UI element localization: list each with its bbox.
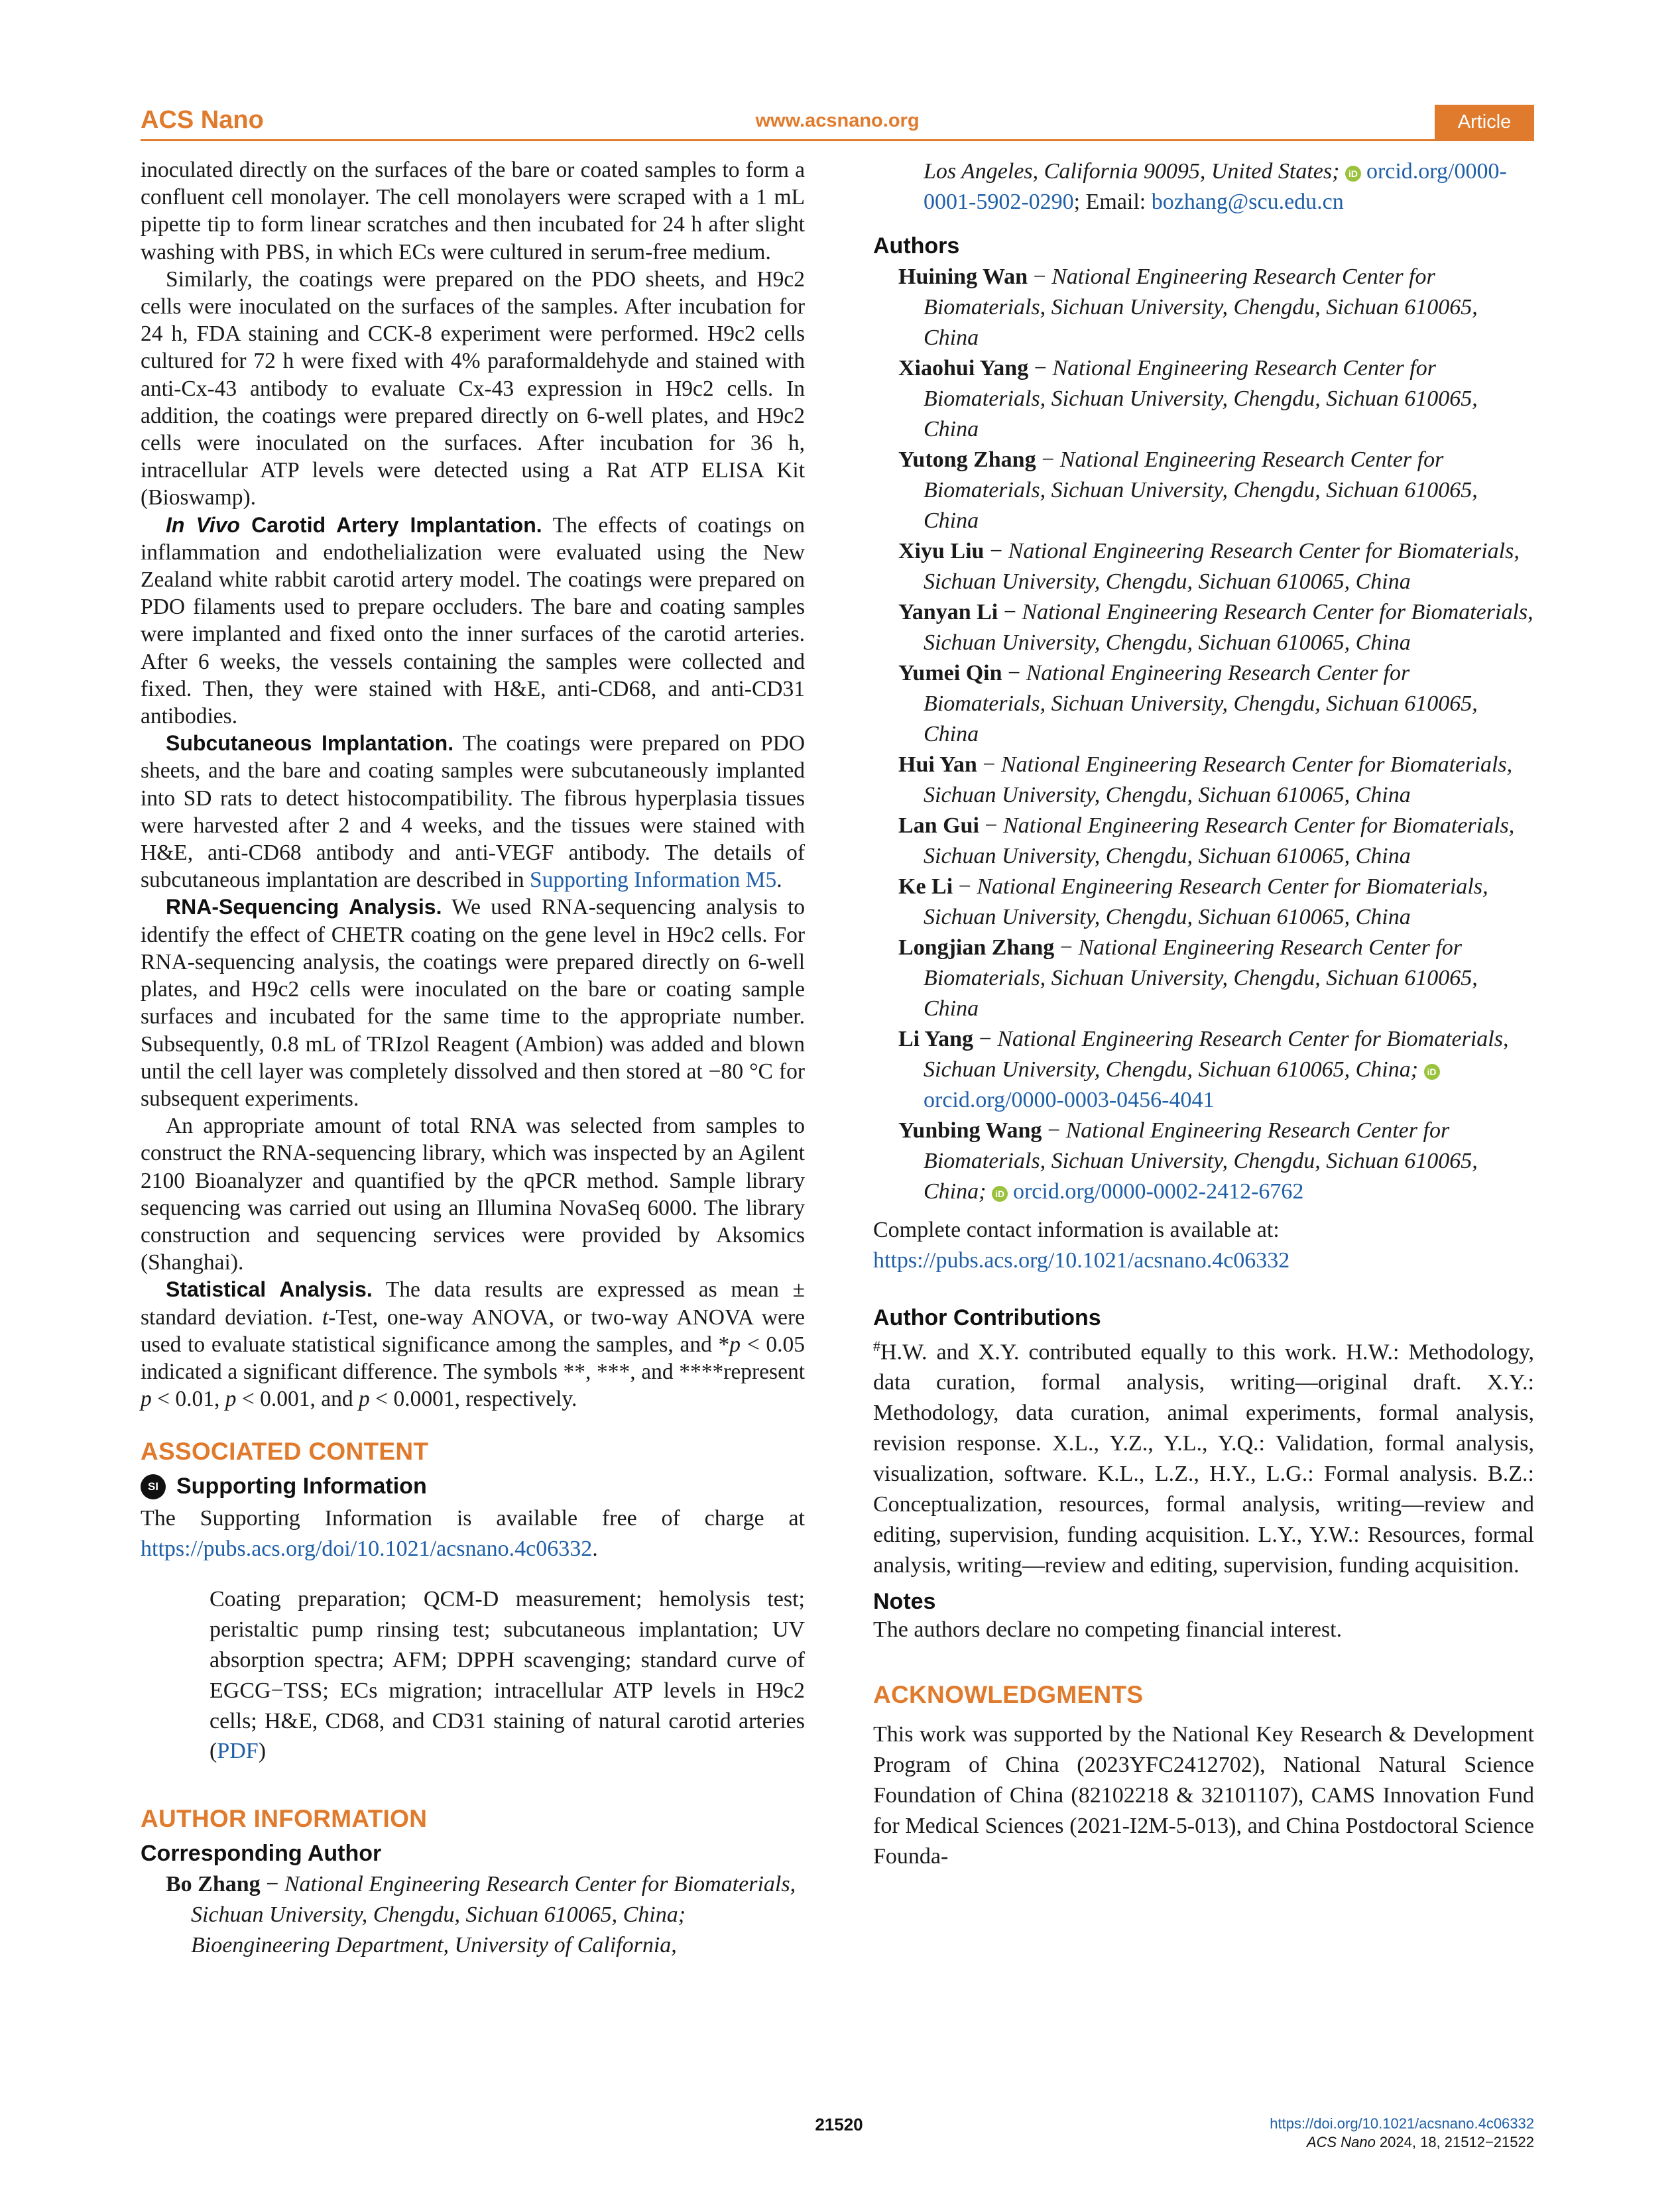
- article-type-badge: Article: [1435, 105, 1534, 139]
- supporting-info-list: [210, 1584, 805, 1767]
- paragraph-h9c2: Similarly, the coatings were prepared on the PDO sheets, and H9c2 cells were inoculated on the surfaces of the samples. After incubation for 24 h, FDA staining and CCK-8 experiment were performed. H9c2 cells cultured for 72 h were fixed with 4% paraformaldehyde and stained with anti-Cx-43 antibody to evaluate Cx-43 expression in H9c2 cells. In addition, the coatings were prepared directly on 6-well plates, and H9c2 cells were inoculated on the surfaces. After incubation for 36 h, intracellular ATP levels were detected using a Rat ATP ELISA Kit (Bioswamp).: [141, 266, 805, 510]
- notes-heading: Notes: [873, 1589, 936, 1615]
- orcid-icon: iD: [1424, 1064, 1440, 1080]
- supporting-info-list-end: ): [258, 1739, 267, 1764]
- paragraph-in-vivo: [141, 512, 805, 730]
- acknowledgments-heading: ACKNOWLEDGMENTS: [873, 1681, 1144, 1709]
- statistics-lead: Statistical Analysis.: [166, 1277, 373, 1302]
- citation-journal: ACS Nano: [1306, 2134, 1376, 2150]
- orcid-icon: iD: [1345, 166, 1361, 182]
- author-entry: Xiaohui Yang − National Engineering Research Center for Biomaterials, Sichuan University, Chengdu, Sichuan 610065, China: [898, 356, 1478, 441]
- statistics-text-e: < 0.001, and: [236, 1387, 359, 1412]
- p-symbol: p: [359, 1387, 370, 1412]
- statistics-text-c: < 0.05 indicated a significant difference. The symbols **, ***, and ****represent: [141, 1332, 805, 1384]
- left-column: [141, 156, 805, 1961]
- equal-contribution-mark: #: [873, 1338, 880, 1354]
- email-link[interactable]: bozhang@scu.edu.cn: [1151, 190, 1344, 214]
- journal-site-link[interactable]: www.acsnano.org: [755, 110, 920, 131]
- author-affiliation: National Engineering Research Center for Biomaterials, Sichuan University, Chengdu, Sichuan 610065, China;: [924, 1027, 1509, 1082]
- statistics-text-f: < 0.0001, respectively.: [369, 1387, 577, 1412]
- contact-url-link[interactable]: https://pubs.acs.org/10.1021/acsnano.4c06332: [873, 1248, 1290, 1273]
- paragraph-subcutaneous: [141, 730, 805, 894]
- orcid-link[interactable]: orcid.org/0000-0003-0456-4041: [924, 1088, 1215, 1112]
- statistics-text-b: -Test, one-way ANOVA, or two-way ANOVA were used to evaluate statistical significance among the samples, and *: [141, 1305, 805, 1357]
- author-contributions-text: [873, 1331, 1534, 1581]
- name-separator: −: [260, 1872, 284, 1897]
- supporting-info-icon: SI: [141, 1474, 166, 1499]
- corresponding-author-entry: [141, 1869, 805, 1961]
- journal-citation: [1270, 2133, 1534, 2152]
- email-label: ; Email:: [1073, 190, 1152, 214]
- author-name: Li Yang: [898, 1027, 974, 1051]
- corresponding-author-continued: [873, 156, 1534, 217]
- corresponding-affiliation-continued: Los Angeles, California 90095, United States;: [924, 159, 1345, 184]
- supporting-info-row: [141, 1474, 805, 1499]
- author-entry: Lan Gui − National Engineering Research Center for Biomaterials, Sichuan University, Chengdu, Sichuan 610065, China: [898, 813, 1515, 868]
- authors-heading: Authors: [873, 233, 960, 259]
- in-vivo-text: The effects of coatings on inflammation and endothelialization were evaluated using the New Zealand white rabbit carotid artery model. The coatings were prepared on PDO filaments used to prepare occluders. The bare and coating samples were implanted and fixed onto the inner surfaces of the carotid arteries. After 6 weeks, the vessels containing the samples were collected and fixed. Then, they were stained with H&E, anti-CD68, and anti-CD31 antibodies.: [141, 512, 806, 729]
- author-affiliation: National Engineering Research Center for Biomaterials, Sichuan University, Chengdu, Sichuan 610065, China: [924, 813, 1515, 868]
- paragraph-library: An appropriate amount of total RNA was selected from samples to construct the RNA-sequencing library, which was inspected by an Agilent 2100 Bioanalyzer and quantified by the qPCR method. Sample library sequencing was carried out using an Illumina NovaSeq 6000. The library construction and sequencing services were provided by Aksomics (Shanghai).: [141, 1114, 805, 1275]
- author-name: Huining Wan: [898, 264, 1028, 289]
- running-header: [141, 105, 1534, 141]
- t-symbol: t: [322, 1305, 329, 1330]
- orcid-link[interactable]: orcid.org/0000-0001-5902-0290: [924, 159, 1507, 214]
- author-affiliation: National Engineering Research Center for Biomaterials, Sichuan University, Chengdu, Sichuan 610065, China: [924, 539, 1520, 594]
- author-entry: Huining Wan − National Engineering Research Center for Biomaterials, Sichuan University, Chengdu, Sichuan 610065, China: [898, 264, 1478, 350]
- rna-seq-lead: RNA-Sequencing Analysis.: [166, 895, 442, 919]
- author-contributions-heading: Author Contributions: [873, 1305, 1101, 1330]
- author-entry: Yanyan Li − National Engineering Research Center for Biomaterials, Sichuan University, Chengdu, Sichuan 610065, China: [898, 600, 1533, 655]
- right-column: [873, 156, 1534, 1872]
- author-entry: Yutong Zhang − National Engineering Research Center for Biomaterials, Sichuan University, Chengdu, Sichuan 610065, China: [898, 447, 1478, 533]
- subcutaneous-lead: Subcutaneous Implantation.: [166, 731, 454, 756]
- author-name: Longjian Zhang: [898, 935, 1055, 960]
- author-name: Ke Li: [898, 874, 953, 899]
- acknowledgments-text: This work was supported by the National Key Research & Development Program of China (2023YFC2412702), National Natural Science Foundation of China (82102218 & 32101107), CAMS Innovation Fund for Medical Sciences (2021-I2M-5-013), and China Postdoctoral Science Founda-: [873, 1722, 1534, 1869]
- statistics-text-d: < 0.01,: [151, 1387, 225, 1412]
- author-name: Yunbing Wang: [898, 1118, 1042, 1143]
- orcid-link[interactable]: orcid.org/0000-0002-2412-6762: [1012, 1179, 1304, 1204]
- citation-footer: [1270, 2115, 1534, 2152]
- author-information-heading: AUTHOR INFORMATION: [141, 1805, 428, 1833]
- corresponding-author-heading: Corresponding Author: [141, 1841, 382, 1867]
- author-list: [873, 262, 1534, 1207]
- author-entry: Hui Yan − National Engineering Research Center for Biomaterials, Sichuan University, Chengdu, Sichuan 610065, China: [898, 752, 1513, 807]
- notes-text: The authors declare no competing financial interest.: [873, 1617, 1343, 1643]
- paragraph-scratch-assay: inoculated directly on the surfaces of the bare or coated samples to form a confluent cell monolayer. The cell monolayers were scraped with a 1 mL pipette tip to form linear scratches and then incubated for 24 h after slight washing with PBS, in which ECs were cultured in serum-free medium.: [141, 158, 805, 264]
- author-affiliation: National Engineering Research Center for Biomaterials, Sichuan University, Chengdu, Sichuan 610065, China: [924, 264, 1478, 350]
- supporting-info-heading: Supporting Information: [176, 1474, 427, 1499]
- author-affiliation: National Engineering Research Center for Biomaterials, Sichuan University, Chengdu, Sichuan 610065, China: [924, 935, 1478, 1021]
- author-entry: Li Yang − National Engineering Research Center for Biomaterials, Sichuan University, Chengdu, Sichuan 610065, China; iDorcid.org/0000-0003-0456-4041: [898, 1027, 1509, 1112]
- author-entry: Ke Li − National Engineering Research Center for Biomaterials, Sichuan University, Chengdu, Sichuan 610065, China: [898, 874, 1488, 929]
- p-symbol: p: [225, 1387, 237, 1412]
- author-name: Xiaohui Yang: [898, 356, 1029, 380]
- author-name: Lan Gui: [898, 813, 979, 838]
- author-name: Hui Yan: [898, 752, 977, 777]
- author-affiliation: National Engineering Research Center for Biomaterials, Sichuan University, Chengdu, Sichuan 610065, China: [924, 600, 1533, 655]
- author-contributions-body: H.W. and X.Y. contributed equally to this work. H.W.: Methodology, data curation, formal analysis, writing—original draft. X.Y.: Methodology, data curation, animal experiments, formal analysis, revision response. X.L., Y.Z., Y.L., Y.Q.: Validation, formal analysis, visualization, software. K.L., L.Z., H.Y., L.G.: Formal analysis. B.Z.: Conceptualization, resources, formal analysis, writing—review and editing, supervision, funding acquisition. L.Y., Y.W.: Resources, formal analysis, writing—review and editing, supervision, funding acquisition.: [873, 1340, 1534, 1578]
- statistics-text-a: The data results are expressed as mean ± standard deviation.: [141, 1277, 805, 1330]
- supporting-info-intro-text: The Supporting Information is available free of charge at: [141, 1506, 805, 1531]
- orcid-icon: iD: [992, 1186, 1008, 1202]
- author-affiliation: National Engineering Research Center for Biomaterials, Sichuan University, Chengdu, Sichuan 610065, China: [924, 661, 1478, 746]
- author-name: Xiyu Liu: [898, 539, 985, 563]
- contact-info-text: Complete contact information is available at:: [873, 1218, 1280, 1242]
- p-symbol: p: [141, 1387, 152, 1412]
- paragraph-rna-seq: [141, 894, 805, 1112]
- author-entry: Yunbing Wang − National Engineering Research Center for Biomaterials, Sichuan University, Chengdu, Sichuan 610065, China; iD orcid.org/0000-0002-2412-6762: [898, 1118, 1478, 1204]
- author-name: Yumei Qin: [898, 661, 1002, 685]
- citation-volume: 2024, 18, 21512−21522: [1375, 2134, 1534, 2150]
- pdf-link[interactable]: PDF: [217, 1739, 259, 1764]
- author-name: Yutong Zhang: [898, 447, 1036, 472]
- subcutaneous-text: The coatings were prepared on PDO sheets, and the bare and coating samples were subcutaneously implanted into SD rats to detect histocompatibility. The fibrous hyperplasia tissues were harvested after 2 and 4 weeks, and the tissues were stained with H&E, anti-CD68 antibody and anti-VEGF antibody. The details of subcutaneous implantation are described in: [141, 731, 806, 893]
- rna-seq-text: We used RNA-sequencing analysis to identify the effect of CHETR coating on the gene level in H9c2 cells. For RNA-sequencing analysis, the coatings were prepared directly on 6-well plates, and H9c2 cells were inoculated on the bare or coating sample surfaces and incubated for the same time to the appropriate number. Subsequently, 0.8 mL of TRIzol Reagent (Ambion) was added and blown until the cell layer was completely dissolved and then stored at −80 °C for subsequent experiments.: [141, 895, 805, 1111]
- supporting-info-url-link[interactable]: https://pubs.acs.org/doi/10.1021/acsnano.4c06332: [141, 1537, 593, 1562]
- author-affiliation: National Engineering Research Center for Biomaterials, Sichuan University, Chengdu, Sichuan 610065, China: [924, 752, 1513, 807]
- corresponding-author-affiliation: National Engineering Research Center for Biomaterials, Sichuan University, Chengdu, Sichuan 610065, China; Bioengineering Department, University of California,: [191, 1872, 796, 1958]
- supporting-info-m5-link[interactable]: Supporting Information M5: [530, 868, 777, 893]
- author-affiliation: National Engineering Research Center for Biomaterials, Sichuan University, Chengdu, Sichuan 610065, China: [924, 447, 1478, 533]
- paragraph-statistics: [141, 1276, 805, 1413]
- author-affiliation: National Engineering Research Center for Biomaterials, Sichuan University, Chengdu, Sichuan 610065, China: [924, 356, 1478, 441]
- supporting-info-intro: [141, 1503, 805, 1564]
- contact-info: [873, 1215, 1534, 1276]
- author-entry: Xiyu Liu − National Engineering Research Center for Biomaterials, Sichuan University, Chengdu, Sichuan 610065, China: [898, 539, 1520, 594]
- author-affiliation: National Engineering Research Center for Biomaterials, Sichuan University, Chengdu, Sichuan 610065, China: [924, 874, 1488, 929]
- author-entry: Longjian Zhang − National Engineering Research Center for Biomaterials, Sichuan University, Chengdu, Sichuan 610065, China: [898, 935, 1478, 1021]
- associated-content-heading: ASSOCIATED CONTENT: [141, 1438, 429, 1466]
- journal-name: ACS Nano: [141, 106, 264, 134]
- subcutaneous-end: .: [776, 868, 782, 893]
- in-vivo-lead: Carotid Artery Implantation.: [239, 512, 542, 537]
- supporting-info-list-text: Coating preparation; QCM-D measurement; hemolysis test; peristaltic pump rinsing test; subcutaneous implantation; UV absorption spectra; AFM; DPPH scavenging; standard curve of EGCG−TSS; ECs migration; intracellular ATP levels in H9c2 cells; H&E, CD68, and CD31 staining of natural carotid arteries (: [210, 1587, 805, 1764]
- supporting-info-period: .: [592, 1537, 598, 1562]
- author-entry: Yumei Qin − National Engineering Research Center for Biomaterials, Sichuan University, Chengdu, Sichuan 610065, China: [898, 661, 1478, 746]
- page-number: 21520: [815, 2115, 863, 2134]
- in-vivo-lead-italic: In Vivo: [166, 512, 240, 537]
- doi-link[interactable]: https://doi.org/10.1021/acsnano.4c06332: [1270, 2115, 1534, 2132]
- corresponding-author-name: Bo Zhang: [166, 1872, 261, 1897]
- author-name: Yanyan Li: [898, 600, 998, 624]
- p-symbol: p: [729, 1332, 741, 1357]
- author-affiliation: National Engineering Research Center for Biomaterials, Sichuan University, Chengdu, Sichuan 610065, China;: [924, 1118, 1478, 1204]
